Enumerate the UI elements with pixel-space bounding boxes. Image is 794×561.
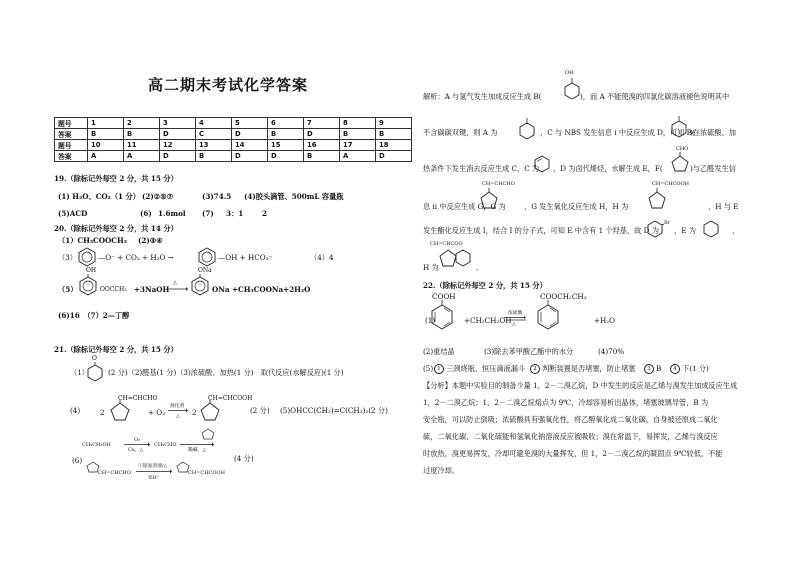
table-cell: D [232, 129, 268, 140]
table-cell: D [160, 129, 196, 140]
q21-answer-4-label: (4) [70, 406, 81, 415]
q20-equation-5-reagent: +3NaOH [134, 285, 170, 294]
water-product: +H₂O [594, 316, 616, 325]
analysis-paragraph-line: 过度冷却。 [423, 466, 459, 475]
furan-aldehyde-icon [200, 426, 216, 440]
q20-answer-2: (2)③④ [138, 236, 163, 245]
ketone-oxygen-label: O [92, 355, 97, 362]
q20-equation-3-left: —O⁻ + CO₂ + H₂O → [98, 253, 174, 262]
q19-answer-7-label: (7) [202, 209, 214, 218]
hydroxyl-label: OH [86, 267, 97, 274]
synthesis-condition: Cu，△ [128, 448, 144, 453]
table-cell: A [340, 151, 376, 162]
q19-answer-6: 1.6mol [158, 209, 186, 218]
benzoic-acid-ring-icon [428, 300, 456, 332]
aldehyde-label: CHO [676, 146, 689, 152]
synthesis-step: CH₃CH₂OH [82, 442, 111, 448]
analysis-line-3a: 热条件下发生消去反应生成 C，C 为 [423, 164, 540, 173]
coefficient: 2 [192, 408, 197, 417]
analysis-line-4c: ，H 与 E [708, 202, 739, 211]
table-cell: 6 [268, 118, 304, 129]
table-cell: 题号 [55, 140, 88, 151]
q21-heading: 21.（除标记外每空 2 分，共 15 分） [54, 345, 178, 354]
table-cell: 15 [268, 140, 304, 151]
q21-answer-5: (5)OHCC(CH₃)=C(CH₃)₂(2 分) [280, 406, 388, 415]
analysis-line-7a: H 为 [423, 263, 439, 272]
circled-number-1: 1 [434, 364, 444, 374]
table-cell: 题号 [55, 118, 88, 129]
q19-answer-5: (5)ACD [58, 209, 88, 218]
q22-answer-5d: 下(1 分) [682, 364, 709, 373]
q21-answer-6-score: (4 分) [234, 454, 254, 463]
q19-answer-3: (3)74.5 [202, 192, 232, 201]
benzene-ring-icon [76, 246, 98, 268]
acid-chain-label: CH=CHCOOH [208, 395, 253, 402]
cyclopentane-icon [670, 152, 690, 174]
table-cell: B [376, 129, 412, 140]
cyclohexenol-icon [702, 220, 720, 238]
analysis-line-5a: 发生酯化反应生成 I，结合 I 的分子式，可知 E 中含有 1 个羟基，故 D 为 [423, 226, 659, 235]
q19-answer-1: (1) H₂O、CO₂（1 分） [58, 192, 140, 201]
synthesis-reagent: ①银氨溶液/△ [138, 464, 168, 469]
cyclohexene-icon [454, 248, 472, 268]
q22-answer-1-label: (1) [425, 316, 436, 325]
cyclopentane-icon [646, 188, 668, 210]
q20-answer-6-7: (6)16 （7）2—丁醇 [58, 311, 130, 320]
heat-symbol: △ [173, 280, 177, 286]
q22-answer-5b: 判断装置是否堵塞，防止堵塞 [542, 364, 636, 373]
q21-answer-6-label: (6) [72, 456, 83, 465]
reaction-arrow-icon [166, 286, 188, 292]
table-cell: 2 [124, 118, 160, 129]
ester-chain-label: CH=CHCOO [430, 241, 463, 247]
q19-answer-6-label: (6) [140, 209, 152, 218]
table-cell: 13 [196, 140, 232, 151]
q22-answer-2: (2)重结晶 [423, 347, 455, 356]
oxygen-reagent: + O₂ [148, 408, 166, 417]
analysis-paragraph-line: 硫，二氧化碳、二氧化硫能和氢氧化钠溶液反应被吸收；溴在常温下，易挥发，乙烯与溴反应 [423, 432, 718, 441]
table-cell: D [268, 151, 304, 162]
table-cell: 8 [340, 118, 376, 129]
circled-number-4: 4 [670, 364, 680, 374]
table-cell: D [376, 151, 412, 162]
table-cell: 1 [88, 118, 124, 129]
table-row [55, 118, 412, 129]
acid-chain-label: CH=CHCOOH [652, 181, 689, 187]
synthesis-condition: 稀碱，△ [188, 448, 207, 453]
analysis-line-2a: 不含碳碳双键，则 A 为 [423, 128, 498, 137]
table-cell: 4 [196, 118, 232, 129]
bromocyclohexene-icon [646, 220, 664, 238]
table-cell: 5 [232, 118, 268, 129]
analysis-line-3b: ，D 为卤代烯烃，水解生成 E，F( [553, 164, 663, 173]
q19-answer-4: (4)胶头滴管、500mL 容量瓶 [244, 192, 344, 201]
table-cell: B [340, 129, 376, 140]
analysis-line-7b: 。 [476, 263, 484, 272]
table-cell: D [160, 151, 196, 162]
analysis-line-2b: ，C 与 NBS 发生信息 i 中反应生成 D，可知 B( [540, 128, 695, 137]
table-cell: B [124, 129, 160, 140]
table-cell: B [88, 129, 124, 140]
hydroxyl-label: OH [565, 70, 574, 76]
table-cell: 17 [340, 140, 376, 151]
table-cell: 11 [124, 140, 160, 151]
q19-answer-7a: 3：1 [226, 209, 244, 218]
q22-answer-5c: B [656, 364, 662, 373]
acetoxy-label: OOCCH₃ [100, 286, 127, 293]
table-cell: D [304, 129, 340, 140]
table-cell: 18 [376, 140, 412, 151]
q20-heading: 20.（除标记外每空 2 分，共 14 分） [54, 224, 178, 233]
table-cell: C [196, 129, 232, 140]
synthesis-reagent: O₂ [134, 437, 141, 443]
cyclohexanone-icon [516, 114, 538, 142]
coefficient: 2 [100, 408, 105, 417]
table-cell: 答案 [55, 129, 88, 140]
heat-symbol: △ [512, 322, 516, 327]
analysis-line-5b: ，E 为 [674, 226, 696, 235]
q22-heading: 22.（除标记外每空 2 分，共 15 分） [423, 281, 547, 290]
table-row [55, 140, 412, 151]
analysis-line-4b: ，G 发生氧化反应生成 H，H 为 [524, 202, 629, 211]
q21-answer-2-3: (2 分)（2)醛基(1 分)（3)浓硫酸、加热(1 分) 取代反应(水解反应)(1 分) [108, 368, 344, 377]
cyclohexene-icon [532, 154, 552, 174]
aldehyde-chain-label: CH=CHCHO [482, 181, 515, 187]
synthesis-reagent: ②H⁺ [148, 476, 160, 481]
bromine-label: Br [664, 220, 671, 226]
q22-answer-4: (4)70% [598, 347, 625, 356]
table-cell: 7 [304, 118, 340, 129]
analysis-line-4a: 息 ii 中反应生成 G，G 为 [423, 202, 506, 211]
synthesis-product: CH=CHCOOH [188, 470, 225, 476]
synthesis-intermediate: CH=CHCHO [98, 470, 131, 476]
q21-answer-4-score: (2 分) [250, 406, 270, 415]
page-title: 高二期末考试化学答案 [148, 76, 309, 94]
q22-answer-5-label: (5) [423, 364, 434, 373]
benzene-ring-icon [196, 246, 218, 268]
table-cell: 14 [232, 140, 268, 151]
analysis-paragraph-line: 【分析】本题中实验目的制备少量 1，2－二溴乙烷，D 中发生的反应是乙烯与溴发生加成反应生成 [423, 381, 738, 390]
table-cell: 9 [376, 118, 412, 129]
analysis-line-5c: ， [732, 226, 740, 235]
table-cell: 16 [304, 140, 340, 151]
carboxyl-label: COOH [432, 292, 456, 301]
q19-answer-7b: 2 [262, 209, 268, 218]
q22-answer-3: (3)除去苯甲酸乙酯中的水分 [484, 347, 574, 356]
q20-answer-5-label: （5） [58, 285, 78, 294]
ester-label: COOCH₂CH₃ [540, 292, 587, 301]
table-cell: D [232, 151, 268, 162]
answer-table [54, 117, 412, 162]
analysis-line-3c: )与乙醛发生信 [690, 164, 736, 173]
analysis-paragraph-line: 安全瓶，可以防止倒吸；浓硫酸具有强氧化性，将乙醇氧化成二氧化碳，自身被还原成二氧化 [423, 415, 718, 424]
analysis-paragraph-line: 1，2－二溴乙烷；1，2－二溴乙烷熔点为 9℃，冷却容易析出晶体，堵塞玻璃导管，B 为 [423, 398, 709, 407]
table-cell: B [304, 151, 340, 162]
circled-number-2: 2 [530, 364, 540, 374]
cyclohexanol-icon [668, 112, 690, 140]
cyclohexanone-icon [84, 362, 106, 384]
q19-heading: 19.（除标记外每空 2 分，共 15 分） [54, 174, 178, 183]
q20-equation-5-product: ONa +CH₃COONa+2H₂O [212, 285, 311, 294]
ethanol-reagent: +CH₃CH₂OH [464, 316, 512, 325]
table-cell: 10 [88, 140, 124, 151]
q19-answer-2: (2)②⑤⑦ [142, 192, 174, 201]
heat-symbol: △ [176, 414, 180, 419]
analysis-line-1b: )，而 A 不能使溴的四氯化碳溶液褪色说明其中 [580, 92, 730, 101]
table-cell: A [88, 151, 124, 162]
q20-equation-3-right: —OH + HCO₃⁻ [218, 253, 273, 262]
table-cell: 答案 [55, 151, 88, 162]
aldehyde-chain-label: CH=CHCHO [118, 395, 158, 402]
q20-answer-3-label: （3） [58, 253, 77, 262]
circled-number-3: 3 [644, 364, 654, 374]
table-cell: 12 [160, 140, 196, 151]
cyclopentane-icon [198, 400, 222, 424]
aspirin-ring-icon [76, 274, 100, 298]
sulfuric-acid-label: 浓硫酸 [508, 311, 523, 316]
table-cell: B [268, 129, 304, 140]
q20-answer-4: （4）4 [310, 253, 334, 262]
sodium-phenoxide-label: ONa [198, 267, 212, 274]
q21-answer-1-label: （1） [70, 368, 89, 377]
table-row [55, 129, 412, 140]
ethyl-benzoate-ring-icon [534, 300, 562, 332]
table-cell: A [124, 151, 160, 162]
product-ring-icon [188, 274, 212, 298]
analysis-line-2c: )在浓硫酸、加 [690, 128, 736, 137]
q22-answer-5a: 三颈烧瓶、恒压滴液漏斗 [446, 364, 526, 373]
table-cell: B [196, 151, 232, 162]
catalyst-label: 催化剂 [170, 404, 185, 409]
q20-answer-1: （1）CH₃COOCH₃ [58, 236, 127, 245]
table-row [55, 151, 412, 162]
synthesis-step: CH₃CHO [154, 442, 177, 448]
cyclopentane-icon [108, 400, 132, 424]
table-cell: 3 [160, 118, 196, 129]
analysis-line-1a: 解析：A 与氢气发生加成反应生成 B( [423, 92, 542, 101]
analysis-paragraph-line: 时放热，溴更易挥发，冷却可避免溴的大量挥发，但 1，2－二溴乙烷的凝固点 9℃较低，不能 [423, 449, 723, 458]
